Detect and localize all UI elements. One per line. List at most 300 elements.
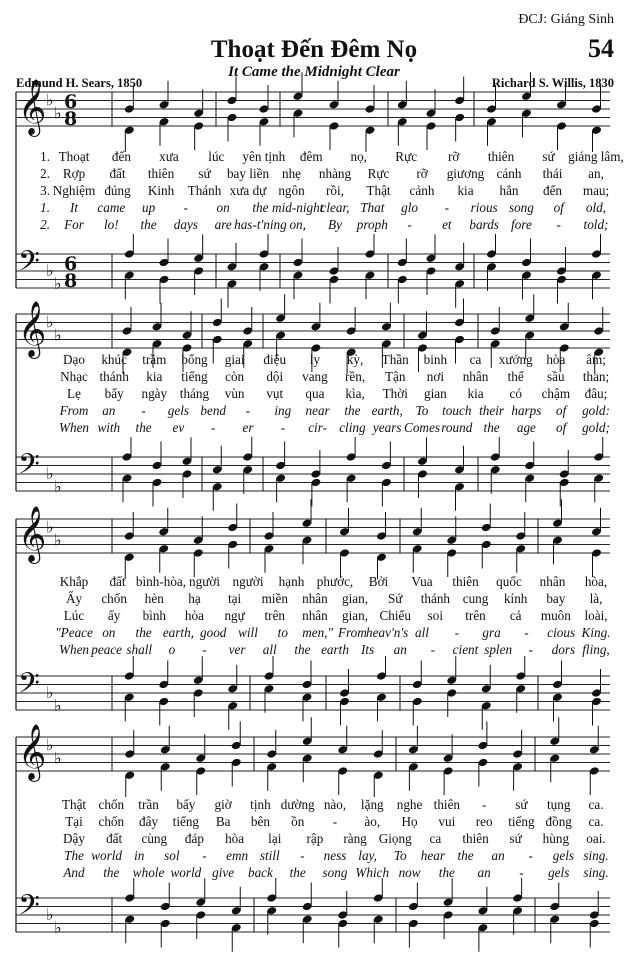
lyric-syllable: nhân <box>302 591 328 606</box>
lyric-syllable: on, <box>289 217 306 232</box>
lyric-syllable: đây <box>139 814 159 829</box>
lyric-syllable: cir- <box>308 420 327 435</box>
lyric-syllable: Rực <box>367 166 390 181</box>
treble-clef-icon: 𝄞 <box>18 506 47 562</box>
lyric-syllable: âm; <box>586 352 606 367</box>
lyric-syllable: It <box>69 200 79 215</box>
lyric-syllable: shall <box>126 642 153 657</box>
lyric-syllable: vui <box>438 814 456 829</box>
lyric-syllable: đồng <box>545 814 572 829</box>
lyric-syllable: ngày <box>141 386 168 401</box>
lyric-syllable: - <box>556 217 561 232</box>
lyric-syllable: an, <box>588 166 604 181</box>
lyric-syllable: loài, <box>584 608 608 623</box>
lyric-syllable: will <box>238 625 258 640</box>
lyric-syllable: Thật <box>61 797 87 812</box>
lyric-syllable: soi <box>427 608 444 623</box>
lyric-syllable: song <box>322 865 348 880</box>
lyric-syllable: Sứ <box>387 591 403 606</box>
verse-line <box>16 217 610 235</box>
lyric-syllable: sứ <box>515 797 528 812</box>
lyric-syllable: Nghiệm <box>52 183 96 198</box>
lyric-syllable: The <box>64 848 84 863</box>
lyric-syllable: xưa dự <box>229 183 267 198</box>
bass-clef-icon: 𝄢 <box>18 667 40 707</box>
lyric-syllable: the <box>483 420 500 435</box>
lyric-syllable: tụng <box>546 797 571 812</box>
lyric-syllable: lay, <box>358 848 377 863</box>
lyric-syllable: đáp <box>184 831 204 846</box>
hymn-number: 54 <box>588 34 614 63</box>
lyric-syllable: xướng <box>498 352 533 367</box>
lyric-syllable: chốn <box>98 797 125 812</box>
lyric-syllable: cảnh <box>409 183 435 198</box>
lyric-syllable: kìa, <box>345 386 365 401</box>
lyric-syllable: the <box>289 865 306 880</box>
lyric-syllable: hear <box>420 848 445 863</box>
lyric-syllable: giai <box>224 352 245 367</box>
lyric-syllable: Lúc <box>63 608 85 623</box>
lyric-syllable: thánh <box>420 591 451 606</box>
key-flat-icon: ♭ <box>46 90 54 110</box>
lyric-syllable: ngự <box>224 608 245 623</box>
verse-line <box>16 591 610 609</box>
key-flat-icon: ♭ <box>46 261 54 280</box>
lyric-syllable: chốn <box>98 814 125 829</box>
lyric-syllable: bay <box>546 591 566 606</box>
verse-line <box>16 166 610 184</box>
lyric-syllable: with <box>97 420 121 435</box>
lyric-syllable: nào, <box>323 797 347 812</box>
lyric-syllable: cánh <box>496 166 522 181</box>
lyric-syllable: song <box>508 200 534 215</box>
verse-line <box>16 642 610 660</box>
lyric-syllable: - <box>528 848 533 863</box>
lyric-syllable: - <box>183 200 189 215</box>
lyric-syllable: lúc <box>208 149 225 164</box>
treble-staff <box>16 499 610 579</box>
lyric-syllable: ness <box>323 848 347 863</box>
lyric-syllable: dội <box>266 369 284 384</box>
lyric-syllable: - <box>454 625 459 640</box>
lyric-syllable: Thời <box>382 386 408 401</box>
lyric-syllable: ồn <box>291 814 305 829</box>
lyric-syllable: Kinh <box>147 183 175 198</box>
lyric-syllable: That <box>360 200 385 215</box>
lyric-syllable: thiên <box>462 831 489 846</box>
key-flat-icon: ♭ <box>46 683 54 702</box>
lyric-syllable: yên tịnh <box>242 149 286 164</box>
lyric-syllable: all <box>415 625 429 640</box>
verse-number: 3. <box>40 183 50 198</box>
lyric-syllable: Thật <box>366 183 391 198</box>
lyric-syllable: earth <box>321 642 349 657</box>
lyric-syllable: - <box>280 420 285 435</box>
lyric-syllable: bay liền <box>226 166 270 181</box>
lyric-syllable: muôn <box>540 608 571 623</box>
lyric-syllable: ver <box>228 642 246 657</box>
lyric-syllable: hòa <box>225 831 245 846</box>
lyric-syllable: Comes <box>404 420 440 435</box>
lyric-syllable: phước, <box>316 574 354 589</box>
lyric-syllable: emn <box>226 848 249 863</box>
lyric-syllable: điệu <box>263 352 287 367</box>
key-flat-icon: ♭ <box>54 530 62 550</box>
lyric-syllable: thái <box>542 166 563 181</box>
lyric-syllable: thánh <box>99 369 129 384</box>
lyric-syllable: cùng <box>141 831 168 846</box>
lyric-syllable: the <box>135 420 152 435</box>
lyric-syllable: người <box>232 574 264 589</box>
lyric-syllable: - <box>245 403 251 418</box>
lyric-syllable: hòa <box>184 608 204 623</box>
lyric-syllable: Ba <box>215 814 231 829</box>
lyric-syllable: tịnh <box>250 797 271 812</box>
verse-line <box>16 608 610 626</box>
lyric-syllable: - <box>332 814 338 829</box>
bass-clef-icon: 𝄢 <box>18 448 40 488</box>
lyric-syllable: the <box>103 865 120 880</box>
composer-credit: Richard S. Willis, 1830 <box>491 76 614 90</box>
lyric-syllable: rồi, <box>326 183 344 198</box>
lyric-syllable: age <box>516 420 536 435</box>
lyric-syllable: hòa <box>546 352 566 367</box>
lyric-syllable: gra <box>482 625 501 640</box>
hymn-subtitle: It Came the Midnight Clear <box>228 64 400 80</box>
lyric-syllable: Tại <box>65 814 83 829</box>
lyric-syllable: cient <box>452 642 479 657</box>
lyric-syllable: nhẹ <box>281 166 302 181</box>
lyric-syllable: all <box>262 642 277 657</box>
key-flat-icon: ♭ <box>46 312 54 332</box>
lyric-syllable: - <box>210 420 216 435</box>
lyric-syllable: thiên <box>147 166 175 181</box>
lyric-syllable: Lẹ <box>67 386 81 401</box>
lyric-syllable: gels <box>552 848 574 863</box>
lyric-syllable: "Peace <box>55 625 93 640</box>
time-signature-digit: 6 <box>64 91 78 113</box>
lyric-syllable: to <box>277 625 288 640</box>
lyric-syllable: thiên <box>433 797 461 812</box>
lyric-syllable: gian, <box>342 591 369 606</box>
verse-line <box>16 369 610 387</box>
lyric-syllable: đến <box>542 183 563 198</box>
lyric-syllable: người <box>189 574 220 589</box>
lyric-syllable: - <box>519 865 524 880</box>
lyric-syllable: nhân <box>462 369 489 384</box>
lyric-syllable: By <box>328 217 342 232</box>
lyric-syllable: sứ <box>542 149 555 164</box>
bass-clef-icon: 𝄢 <box>18 245 40 285</box>
lyric-syllable: the <box>252 200 269 215</box>
lyric-syllable: là, <box>589 591 603 606</box>
lyric-syllable: the <box>344 403 361 418</box>
verse-line <box>16 625 610 643</box>
lyric-syllable: sing. <box>583 848 609 863</box>
lyric-syllable: nơi <box>426 369 444 384</box>
lyric-syllable: proph <box>356 217 388 232</box>
lyric-syllable: đêm <box>299 149 323 164</box>
lyric-syllable: kính <box>503 591 528 606</box>
lyric-syllable: men," <box>302 625 333 640</box>
lyric-syllable: fling, <box>582 642 610 657</box>
lyric-syllable: tiếng <box>508 814 535 829</box>
lyric-syllable: thế <box>507 369 524 384</box>
key-flat-icon: ♭ <box>46 735 54 755</box>
lyric-syllable: peace <box>91 642 122 657</box>
lyric-syllable: gian, <box>342 608 369 623</box>
lyric-syllable: đến <box>111 149 131 164</box>
lyric-syllable: trần <box>138 797 159 812</box>
lyric-syllable: khúc <box>101 352 127 367</box>
lyric-syllable: nhân <box>539 574 566 589</box>
lyric-syllable: are <box>214 217 232 232</box>
lyric-syllable: world <box>91 848 123 863</box>
lyric-syllable: đâu; <box>584 386 608 401</box>
key-flat-icon: ♭ <box>46 464 54 483</box>
verse-line <box>16 183 610 201</box>
lyric-syllable: than; <box>582 369 610 384</box>
verse-line <box>16 200 610 218</box>
lyric-syllable: ca <box>469 352 482 367</box>
lyric-syllable: tại <box>228 591 242 606</box>
lyric-syllable: And <box>63 865 85 880</box>
lyric-syllable: bên <box>250 814 270 829</box>
lyric-syllable: up <box>141 200 156 215</box>
lyric-syllable: sol <box>164 848 180 863</box>
lyric-syllable: touch <box>442 403 472 418</box>
time-signature-digit: 8 <box>64 108 78 130</box>
verse-line <box>16 403 610 421</box>
lyric-syllable: xưa <box>159 149 179 164</box>
lyric-syllable: hạnh <box>278 574 305 589</box>
lyric-syllable: has-t'ning <box>234 217 287 232</box>
lyric-syllable: kỳ, <box>346 352 364 367</box>
treble-clef-icon: 𝄞 <box>18 301 47 357</box>
lyric-syllable: gels <box>167 403 190 418</box>
lyric-syllable: ca. <box>588 814 604 829</box>
lyric-syllable: Khắp <box>59 574 89 589</box>
lyric-syllable: đất <box>109 574 126 589</box>
lyric-syllable: the <box>457 848 474 863</box>
lyric-syllable: days <box>173 217 198 232</box>
lyric-syllable: now <box>398 865 421 880</box>
lyric-syllable: ev <box>172 420 185 435</box>
lyric-syllable: Nhạc <box>60 369 88 384</box>
lyric-syllable: trên <box>264 608 286 623</box>
lyric-syllable: hèn <box>144 591 164 606</box>
lyric-syllable: told; <box>583 217 609 232</box>
lyric-syllable: lại <box>268 831 282 846</box>
lyric-syllable: on <box>216 200 230 215</box>
lyric-syllable: có <box>509 386 522 401</box>
lyric-syllable: their <box>479 403 505 418</box>
lyric-syllable: chốn <box>101 591 127 606</box>
lyric-syllable: giờ <box>214 797 232 812</box>
lyric-syllable: rập <box>306 831 324 846</box>
lyric-syllable: chậm <box>541 386 571 401</box>
lyric-syllable: When <box>58 642 90 657</box>
lyric-syllable: ràng <box>343 831 367 846</box>
lyric-syllable: cling <box>339 420 366 435</box>
lyric-syllable: the <box>140 217 157 232</box>
lyric-syllable: oai. <box>586 831 606 846</box>
verse-line <box>16 386 610 404</box>
verse-line <box>16 831 610 849</box>
lyric-syllable: ca. <box>588 797 604 812</box>
key-flat-icon: ♭ <box>54 917 62 937</box>
lyric-syllable: Ấy <box>65 591 83 606</box>
lyric-syllable: hùng <box>542 831 570 846</box>
author-credit: Edmund H. Sears, 1850 <box>16 76 143 90</box>
lyric-syllable: ly <box>309 352 321 367</box>
lyric-syllable: er <box>242 420 254 435</box>
lyric-syllable: o <box>168 642 176 657</box>
lyric-syllable: qua <box>305 386 325 401</box>
treble-staff <box>16 717 610 797</box>
lyric-syllable: an <box>393 642 407 657</box>
time-signature-digit: 8 <box>64 270 78 292</box>
lyric-syllable: - <box>528 642 533 657</box>
lyric-syllable: kia <box>146 369 163 384</box>
lyric-syllable: Its <box>361 642 375 657</box>
key-flat-icon: ♭ <box>54 748 62 768</box>
lyric-syllable: kia <box>457 183 474 198</box>
lyric-syllable: giương <box>446 166 485 181</box>
lyric-syllable: - <box>444 200 450 215</box>
key-flat-icon: ♭ <box>54 103 62 123</box>
treble-clef-icon: 𝄞 <box>18 79 47 135</box>
lyric-syllable: Tận <box>384 369 406 384</box>
lyric-syllable: rỡ <box>447 149 460 164</box>
lyric-syllable: King. <box>581 625 611 640</box>
lyric-syllable: vụt <box>266 386 284 401</box>
lyric-syllable: Rợp <box>62 166 86 181</box>
key-flat-icon: ♭ <box>46 517 54 537</box>
lyric-syllable: To <box>415 403 429 418</box>
lyric-syllable: miền <box>261 591 288 606</box>
lyric-syllable: mau; <box>582 183 610 198</box>
lyric-syllable: ing <box>274 403 292 418</box>
lyric-syllable: rỡ <box>416 166 428 181</box>
lyric-syllable: bình-hòa, <box>135 574 187 589</box>
lyric-syllable: binh <box>423 352 448 367</box>
lyric-syllable: reo <box>475 814 493 829</box>
lyric-syllable: mid-night <box>272 200 324 215</box>
lyric-syllable: in <box>134 848 145 863</box>
verse-line <box>16 149 624 167</box>
lyric-syllable: nhàng <box>318 166 352 181</box>
lyric-syllable: đất <box>109 166 126 181</box>
lyric-syllable: of <box>556 420 567 435</box>
lyric-syllable: - <box>481 797 487 812</box>
lyric-syllable: bend <box>200 403 227 418</box>
lyric-syllable: cả <box>509 608 522 623</box>
lyric-syllable: trầm <box>142 352 167 367</box>
lyric-syllable: glo <box>401 200 418 215</box>
lyric-syllable: ào, <box>364 814 381 829</box>
lyric-syllable: gian <box>424 386 447 401</box>
lyric-syllable: Dậy <box>63 831 85 846</box>
lyric-syllable: earth, <box>162 625 194 640</box>
lyric-syllable: Dạo <box>63 352 85 367</box>
lyric-syllable: trên <box>465 608 486 623</box>
treble-clef-icon: 𝄞 <box>18 724 47 780</box>
verse-line <box>16 352 610 370</box>
key-flat-icon: ♭ <box>54 695 62 715</box>
lyric-syllable: When <box>58 420 90 435</box>
lyric-syllable: still <box>259 848 280 863</box>
lyric-syllable: dường <box>280 797 315 812</box>
lyric-syllable: hẳn <box>499 183 519 198</box>
lyric-syllable: rious <box>470 200 498 215</box>
lyric-syllable: - <box>202 848 207 863</box>
lyric-syllable: years <box>372 420 402 435</box>
lyric-syllable: vùn <box>224 386 245 401</box>
lyric-syllable: dors <box>551 642 576 657</box>
lyric-syllable: the <box>438 865 455 880</box>
verse-number: 2. <box>40 217 50 232</box>
lyric-syllable: tháng <box>179 386 210 401</box>
verse-number: 1. <box>40 149 50 164</box>
lyric-syllable: of <box>553 200 564 215</box>
bass-staff <box>16 878 610 958</box>
lyric-syllable: gold: <box>582 403 610 418</box>
verse-number: 2. <box>40 166 50 181</box>
hymn-title: Thoạt Đến Đêm Nọ <box>210 36 418 63</box>
lyric-syllable: sầu <box>547 369 565 384</box>
lyric-syllable: Thoạt <box>58 149 90 164</box>
lyric-syllable: sing. <box>583 865 609 880</box>
lyric-syllable: hạ <box>188 591 201 606</box>
lyric-syllable: - <box>430 642 436 657</box>
lyric-syllable: giáng lâm, <box>568 149 624 164</box>
verse-line <box>16 574 610 592</box>
category-label: ĐCJ: Giáng Sinh <box>518 12 614 27</box>
lyric-syllable: came <box>97 200 126 215</box>
lyric-syllable: cious <box>547 625 576 640</box>
lyric-syllable: Thần <box>381 352 409 367</box>
bass-clef-icon: 𝄢 <box>18 889 40 929</box>
lyric-syllable: For <box>64 217 84 232</box>
verse-line <box>16 814 610 832</box>
lyric-syllable: splen <box>484 642 513 657</box>
lyric-syllable: ca <box>429 831 442 846</box>
lyric-syllable: near <box>305 403 330 418</box>
key-flat-icon: ♭ <box>54 325 62 345</box>
verse-number: 1. <box>40 200 50 215</box>
treble-staff <box>16 72 610 152</box>
lyric-syllable: - <box>202 642 207 657</box>
verse-line <box>16 848 610 866</box>
lyric-syllable: - <box>141 403 146 418</box>
lyric-syllable: Thánh <box>187 183 222 198</box>
lyric-syllable: bẩy <box>104 386 124 401</box>
lyric-syllable: bards <box>469 217 499 232</box>
lyric-syllable: đất <box>106 831 123 846</box>
lyric-syllable: ngôn <box>278 183 305 198</box>
verse-line <box>16 865 610 883</box>
lyric-syllable: et <box>442 217 452 232</box>
key-flat-icon: ♭ <box>54 476 62 496</box>
lyric-syllable: an <box>102 403 116 418</box>
lyric-syllable: the <box>294 642 311 657</box>
lyric-syllable: lo! <box>103 217 119 232</box>
lyric-syllable: cung <box>462 591 489 606</box>
lyric-syllable: back <box>247 865 273 880</box>
lyric-syllable: From <box>59 403 89 418</box>
lyric-syllable: tiếng <box>181 369 208 384</box>
